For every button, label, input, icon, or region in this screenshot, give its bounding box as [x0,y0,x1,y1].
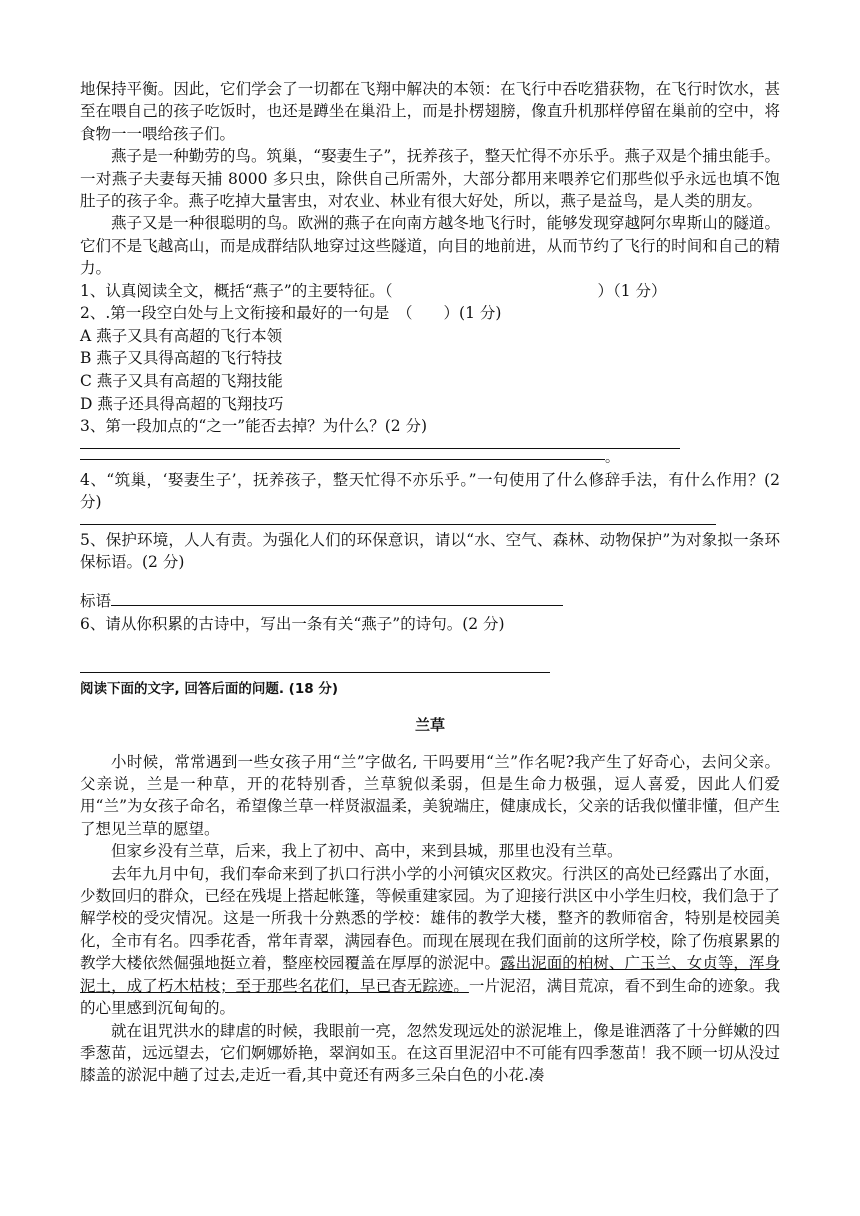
question-2-option-c: C 燕子又具有高超的飞翔技能 [80,372,283,391]
section-instruction: 阅读下面的文字, 回答后面的问题. (18 分) [80,680,338,697]
question-2-option-b: B 燕子又具得高超的飞行特技 [80,349,283,368]
article-text: 去年九月中旬，我们奉命来到了扒口行洪小学的小河镇灾区救灾。行洪区的高处已经露出了水面，少数回归的群众，已经在残堤上搭起帐篷，等候重建家园。为了迎接行洪区中小学生归校，我们急于了解学校的受灾情况。这是一所我十分熟悉的学校：雄伟的教学大楼，整齐的教师宿舍，特别是校园美化，全市有名。四季花香，常年青翠，满园春色。而现在展现在我们面前的这所学校，除了伤痕累累的教学大楼依然倔强地挺立着，整座校园覆盖在厚厚的淤泥中。 [80,864,780,973]
passage1-paragraph: 地保持平衡。因此，它们学会了一切都在飞翔中解决的本领：在飞行中吞吃猎获物，在飞行时饮水，甚至在喂自己的孩子吃饭时，也还是蹲坐在巢沿上，而是扑楞翅膀，像直升机那样停留在巢前的空中，将食物一一喂给孩子们。 [80,80,780,143]
spacer [80,573,780,587]
question-5: 5、保护环境，人人有责。为强化人们的环保意识，请以“水、空气、森林、动物保护”为对象拟一条环保标语。(2 分) [80,530,780,572]
slogan-row [80,587,780,613]
document-page [80,78,780,1087]
article-paragraph [80,863,780,1020]
slogan-answer-line[interactable] [111,587,563,606]
answer-line[interactable] [80,522,716,525]
answer-line[interactable] [80,449,605,460]
question-6: 6、请从你积累的古诗中，写出一条有关“燕子”的诗句。(2 分) [80,615,505,634]
underlined-sentence: 露出泥面的柏树、广玉兰、女贞等，浑身泥土，成了朽木枯枝；至于那些名花们，早已杳无踪迹。 [80,954,780,995]
spacer [80,636,780,670]
article-text: 一片泥沼，满目荒凉，看不到生命的迹象。我的心里感到沉甸甸的。 [80,976,780,1018]
article-paragraph: 但家乡没有兰草，后来，我上了初中、高中，来到县城，那里也没有兰草。 [111,842,623,861]
article-paragraph: 小时候，常常遇到一些女孩子用“兰”字做名, 干吗要用“兰”作名呢?我产生了好奇心，去问父亲。父亲说，兰是一种草，开的花特别香，兰草貌似柔弱，但是生命力极强，逗人喜爱，因此人们爱用“兰”为女孩子命名，希望像兰草一样贤淑温柔，美貌端庄，健康成长，父亲的话我似懂非懂，但产生了想见兰草的愿望。 [80,752,780,838]
question-3: 3、第一段加点的“之一”能否去掉？为什么？(2 分) [80,417,428,436]
question-1-text: 1、认真阅读全文，概括“燕子”的主要特征。（ [80,281,393,300]
passage1-paragraph: 燕子是一种勤劳的鸟。筑巢，“娶妻生子”，抚养孩子，整天忙得不亦乐乎。燕子双是个捕虫能手。一对燕子夫妻每天捕 8000 多只虫，除供自己所需外，大部分都用来喂养它们那些似乎永远也填不饱肚子的孩子伞。燕子吃掉大量害虫，对农业、林业有很大好处，所以，燕子是益鸟，是人类的朋友。 [80,147,780,211]
answer-end-mark: 。 [605,449,619,466]
question-4: 4、“筑巢，‘娶妻生子’，抚养孩子，整天忙得不亦乐乎。”一句使用了什么修辞手法，有什么作用？(2 分) [80,470,780,512]
answer-line[interactable] [80,670,550,673]
question-1 [80,280,780,303]
article-paragraph: 就在诅咒洪水的肆虐的时候，我眼前一亮，忽然发现远处的淤泥堆上，像是谁洒落了十分鲜嫩的四季葱苗，远远望去，它们婀娜娇艳，翠润如玉。在这百里泥沼中不可能有四季葱苗！我不顾一切从没过膝盖的淤泥中趟了过去,走近一看,其中竟还有两多三朵白色的小花.凑 [80,1021,780,1085]
article-title: 兰草 [414,715,445,734]
slogan-label: 标语 [80,592,112,611]
answer-line-row [80,449,780,465]
answer-line[interactable] [80,438,680,449]
question-1-score: ）（1 分） [597,281,667,300]
question-2-option-d: D 燕子还具得高超的飞翔技巧 [80,394,284,413]
question-2: 2、.第一段空白处与上文衔接和最好的一句是 （ ）(1 分) [80,304,502,323]
question-2-option-a: A 燕子又具有高超的飞行本领 [80,326,283,345]
passage1-paragraph: 燕子又是一种很聪明的鸟。欧洲的燕子在向南方越冬地飞行时，能够发现穿越阿尔卑斯山的隧道。它们不是飞越高山，而是成群结队地穿过这些隧道，向目的地前进，从而节约了飞行的时间和自己的精力。 [80,214,780,278]
